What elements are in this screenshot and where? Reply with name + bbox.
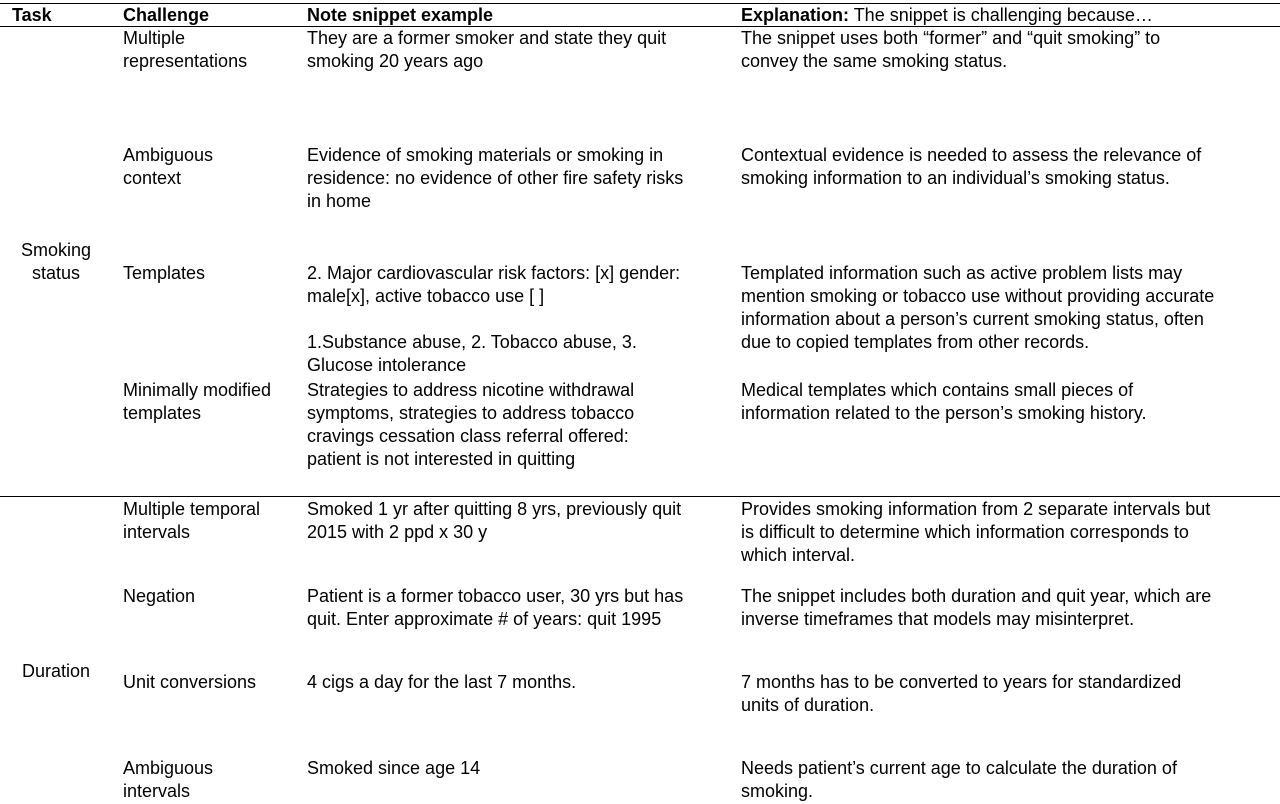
challenge-cell (123, 498, 260, 544)
explanation-cell-line: The snippet includes both duration and quit year, which are (741, 586, 1212, 606)
explanation-cell-line: due to copied templates from other records. (741, 332, 1090, 352)
challenge-cell (123, 262, 205, 285)
challenge-cell-line: Multiple (123, 28, 186, 48)
note-snippet-cell (307, 498, 681, 544)
explanation-cell-line: Medical templates which contains small pieces of (741, 380, 1134, 400)
explanation-cell-line: is difficult to determine which information corresponds to (741, 522, 1189, 542)
task-label (0, 239, 112, 285)
explanation-cell-line: inverse timeframes that models may misinterpret. (741, 609, 1135, 629)
header-challenge: Challenge (123, 5, 210, 25)
challenge-cell-line: Minimally modified (123, 380, 272, 400)
note-snippet-cell-line: in home (307, 191, 372, 211)
note-snippet-cell (307, 379, 634, 471)
task-label-line: Duration (21, 661, 91, 681)
note-snippet-cell-line: They are a former smoker and state they quit (307, 28, 667, 48)
note-snippet-cell (307, 144, 683, 213)
note-snippet-cell-line: cravings cessation class referral offered: (307, 426, 629, 446)
challenge-cell (123, 27, 247, 73)
explanation-cell-line: information related to the person’s smoking history. (741, 403, 1147, 423)
challenge-cell (123, 585, 195, 608)
header-explanation (741, 4, 1153, 27)
explanation-cell-line: smoking information to an individual’s smoking status. (741, 168, 1170, 188)
note-snippet-cell-line: Patient is a former tobacco user, 30 yrs but has (307, 586, 684, 606)
note-snippet-cell-line: 2. Major cardiovascular risk factors: [x] gender: (307, 263, 681, 283)
header-task: Task (12, 5, 52, 25)
challenge-cell-line: Ambiguous (123, 758, 214, 778)
note-snippet-cell-line: symptoms, strategies to address tobacco (307, 403, 635, 423)
explanation-cell-line: smoking. (741, 781, 814, 801)
note-snippet-cell-line (307, 308, 680, 331)
note-snippet-cell-line: Strategies to address nicotine withdrawal (307, 380, 635, 400)
challenge-cell-line: Ambiguous (123, 145, 214, 165)
note-snippet-cell (307, 757, 480, 780)
explanation-cell-line: which interval. (741, 545, 856, 565)
challenge-cell-line: Templates (123, 263, 206, 283)
note-snippet-cell-line: Glucose intolerance (307, 355, 467, 375)
note-snippet-cell-line: 1.Substance abuse, 2. Tobacco abuse, 3. (307, 332, 637, 352)
task-label-line: status (31, 263, 81, 283)
challenge-cell-line: Unit conversions (123, 672, 257, 692)
note-snippet-cell-line: residence: no evidence of other fire safety risks (307, 168, 684, 188)
challenge-cell (123, 144, 213, 190)
explanation-cell-line: Templated information such as active problem lists may (741, 263, 1183, 283)
note-snippet-cell-line: patient is not interested in quitting (307, 449, 576, 469)
explanation-cell-line: 7 months has to be converted to years for standardized (741, 672, 1182, 692)
note-snippet-cell (307, 585, 683, 631)
explanation-cell (741, 757, 1177, 803)
explanation-cell (741, 379, 1147, 425)
task-label (0, 660, 112, 683)
challenge-cell-line: context (123, 168, 182, 188)
note-snippet-cell-line: Smoked 1 yr after quitting 8 yrs, previously quit (307, 499, 682, 519)
note-snippet-cell-line: Smoked since age 14 (307, 758, 481, 778)
challenge-cell-line: Negation (123, 586, 196, 606)
challenge-cell-line: intervals (123, 781, 191, 801)
task-label-line: Smoking (20, 240, 92, 260)
explanation-cell-line: The snippet uses both “former” and “quit smoking” to (741, 28, 1161, 48)
note-snippet-cell-line: 4 cigs a day for the last 7 months. (307, 672, 577, 692)
note-snippet-cell-line: Evidence of smoking materials or smoking in (307, 145, 664, 165)
explanation-cell-line: Provides smoking information from 2 separate intervals but (741, 499, 1211, 519)
note-snippet-cell-line: smoking 20 years ago (307, 51, 484, 71)
explanation-cell (741, 585, 1211, 631)
challenge-cell-line: representations (123, 51, 248, 71)
note-snippet-cell-line: 2015 with 2 ppd x 30 y (307, 522, 488, 542)
explanation-cell-line: convey the same smoking status. (741, 51, 1008, 71)
challenge-cell-line: Multiple temporal (123, 499, 261, 519)
explanation-cell (741, 498, 1210, 567)
explanation-cell-line: information about a person’s current smoking status, often (741, 309, 1204, 329)
note-snippet-cell-line: quit. Enter approximate # of years: quit 1995 (307, 609, 662, 629)
challenge-cell-line: intervals (123, 522, 191, 542)
note-snippet-cell (307, 671, 576, 694)
explanation-cell (741, 262, 1214, 354)
explanation-cell-line: units of duration. (741, 695, 875, 715)
explanation-cell-line: Needs patient’s current age to calculate the duration of (741, 758, 1177, 778)
explanation-cell-line: Contextual evidence is needed to assess the relevance of (741, 145, 1202, 165)
explanation-cell (741, 27, 1160, 73)
challenge-cell (123, 379, 271, 425)
challenge-cell-line: templates (123, 403, 202, 423)
note-snippet-cell (307, 262, 680, 377)
header-explanation-bold: Explanation: (741, 5, 850, 25)
note-snippet-cell (307, 27, 666, 73)
explanation-cell-line: mention smoking or tobacco use without providing accurate (741, 286, 1215, 306)
header-note: Note snippet example (307, 5, 494, 25)
explanation-cell (741, 144, 1201, 190)
challenge-cell (123, 757, 213, 803)
challenge-cell (123, 671, 256, 694)
note-snippet-cell-line: male[x], active tobacco use [ ] (307, 286, 545, 306)
header-explanation-rest: The snippet is challenging because… (849, 5, 1153, 25)
group-divider-rule (0, 496, 1280, 497)
explanation-cell (741, 671, 1181, 717)
